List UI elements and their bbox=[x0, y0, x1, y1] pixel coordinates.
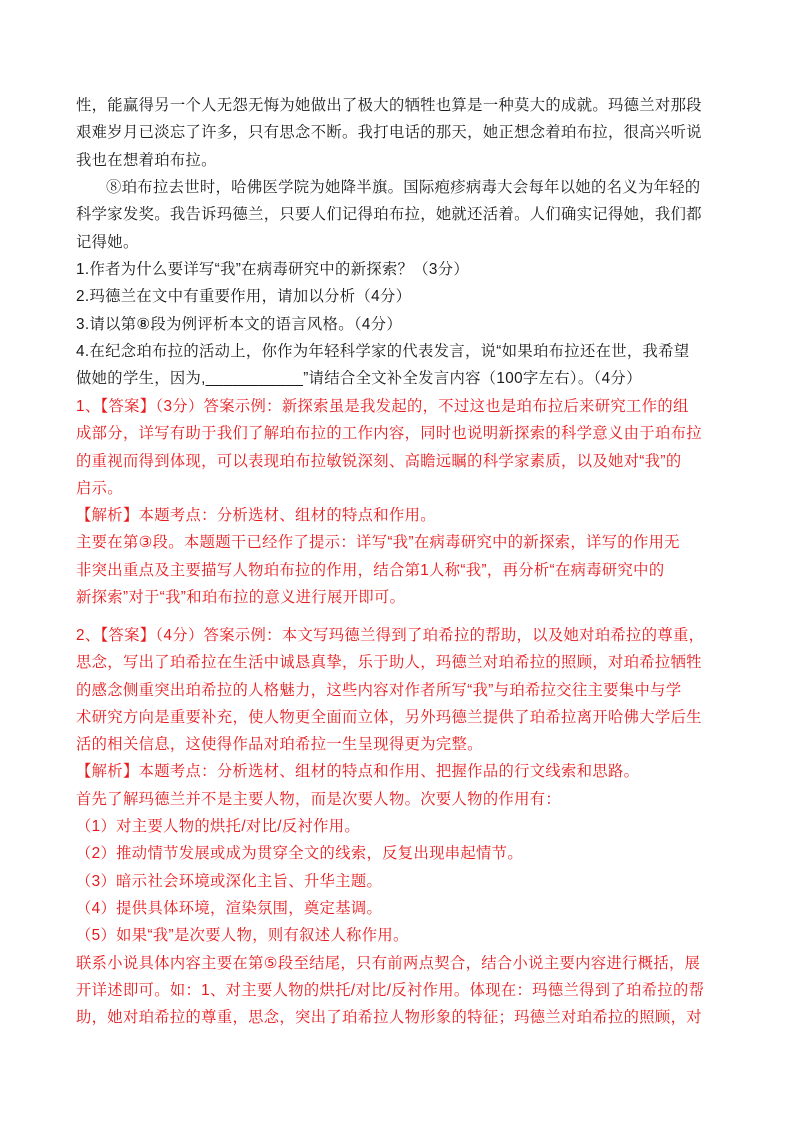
analysis-line: 主要在第③段。本题题干已经作了提示：详写“我”在病毒研究中的新探索，详写的作用无 bbox=[76, 534, 680, 552]
analysis-line: 首先了解玛德兰并不是主要人物，而是次要人物。次要人物的作用有： bbox=[76, 790, 562, 808]
question-3: 3.请以第⑧段为例评析本文的语言风格。（4分） bbox=[76, 315, 403, 333]
question-4: 4.在纪念珀布拉的活动上，你作为年轻科学家的代表发言，说“如果珀布拉还在世，我希望 bbox=[76, 342, 690, 360]
analysis-line: （1）对主要人物的烘托/对比/反衬作用。 bbox=[76, 818, 361, 836]
answer-2 bbox=[76, 622, 726, 1031]
analysis-line: 开详述即可。如：1、对主要人物的烘托/对比/反衬作用。体现在：玛德兰得到了珀希拉的帮 bbox=[76, 981, 705, 999]
question-4-cont: 做她的学生，因为,___________”请结合全文补全发言内容（100字左右）。（4分） bbox=[76, 370, 642, 388]
questions-list bbox=[76, 256, 726, 392]
answer-line: 启示。 bbox=[76, 479, 123, 497]
analysis-line: 联系小说具体内容主要在第⑤段至结尾，只有前两点契合，结合小说主要内容进行概括，展 bbox=[76, 954, 701, 972]
passage-paragraph-8 bbox=[76, 174, 726, 256]
question-1: 1.作者为什么要详写“我”在病毒研究中的新探索？（3分） bbox=[76, 261, 470, 278]
analysis-line: （5）如果“我”是次要人物，则有叙述人称作用。 bbox=[76, 927, 409, 945]
passage-paragraph-7 bbox=[76, 92, 726, 174]
analysis-line: 【解析】本题考点：分析选材、组材的特点和作用。 bbox=[76, 507, 436, 525]
analysis-line: （3）暗示社会环境或深化主旨、升华主题。 bbox=[76, 872, 383, 890]
answer-line: 2、【答案】（4分）答案示例：本文写玛德兰得到了珀希拉的帮助，以及她对珀希拉的尊重， bbox=[76, 627, 705, 644]
answer-line: 活的相关信息，这使得作品对珀希拉一生呈现得更为完整。 bbox=[76, 736, 483, 754]
answer-line: 的感念侧重突出珀希拉的人格魅力，这些内容对作者所写“我”与珀希拉交往主要集中与学 bbox=[76, 681, 682, 699]
analysis-line: 新探索”对于“我”和珀布拉的意义进行展开即可。 bbox=[76, 589, 406, 607]
passage-line: 记得她。 bbox=[76, 232, 139, 251]
answer-1 bbox=[76, 393, 726, 611]
analysis-line: 非突出重点及主要描写人物珀布拉的作用，结合第1人称“我”，再分析“在病毒研究中的 bbox=[76, 561, 665, 579]
answer-line: 思念，写出了珀希拉在生活中诚恳真挚，乐于助人，玛德兰对珀希拉的照顾，对珀希拉牺牲 bbox=[76, 654, 702, 672]
answer-line: 成部分，详写有助于我们了解珀布拉的工作内容，同时也说明新探索的科学意义由于珀布拉 bbox=[76, 425, 702, 443]
analysis-line: 【解析】本题考点：分析选材、组材的特点和作用、把握作品的行文线索和思路。 bbox=[76, 763, 640, 781]
passage-line: 性，能赢得另一个人无怨无悔为她做出了极大的牺牲也算是一种莫大的成就。玛德兰对那段 bbox=[76, 96, 702, 114]
analysis-line: （2）推动情节发展或成为贯穿全文的线索，反复出现串起情节。 bbox=[76, 845, 523, 863]
analysis-line: 助，她对珀希拉的尊重，思念，突出了珀希拉人物形象的特征；玛德兰对珀希拉的照顾，对 bbox=[76, 1009, 702, 1027]
passage-line: ⑧珀布拉去世时，哈佛医学院为她降半旗。国际疱疹病毒大会每年以她的名义为年轻的 bbox=[106, 178, 701, 196]
answer-line: 的重视而得到体现，可以表现珀布拉敏锐深刻、高瞻远瞩的科学家素质，以及她对“我”的 bbox=[76, 452, 682, 470]
passage-line: 科学家发奖。我告诉玛德兰，只要人们记得珀布拉，她就还活着。人们确实记得她，我们都 bbox=[76, 205, 702, 224]
question-2: 2.玛德兰在文中有重要作用，请加以分析（4分） bbox=[76, 288, 412, 306]
analysis-line: （4）提供具体环境，渲染氛围，奠定基调。 bbox=[76, 899, 383, 917]
answer-line: 术研究方向是重要补充，使人物更全面而立体，另外玛德兰提供了珀希拉离开哈佛大学后生 bbox=[76, 708, 702, 726]
passage-line: 我也在想着珀布拉。 bbox=[76, 150, 217, 169]
answer-line: 1、【答案】（3分）答案示例：新探索虽是我发起的，不过这也是珀布拉后来研究工作的组 bbox=[76, 398, 689, 415]
passage-line: 艰难岁月已淡忘了许多，只有思念不断。我打电话的那天，她正想念着珀布拉，很高兴听说 bbox=[76, 123, 702, 142]
